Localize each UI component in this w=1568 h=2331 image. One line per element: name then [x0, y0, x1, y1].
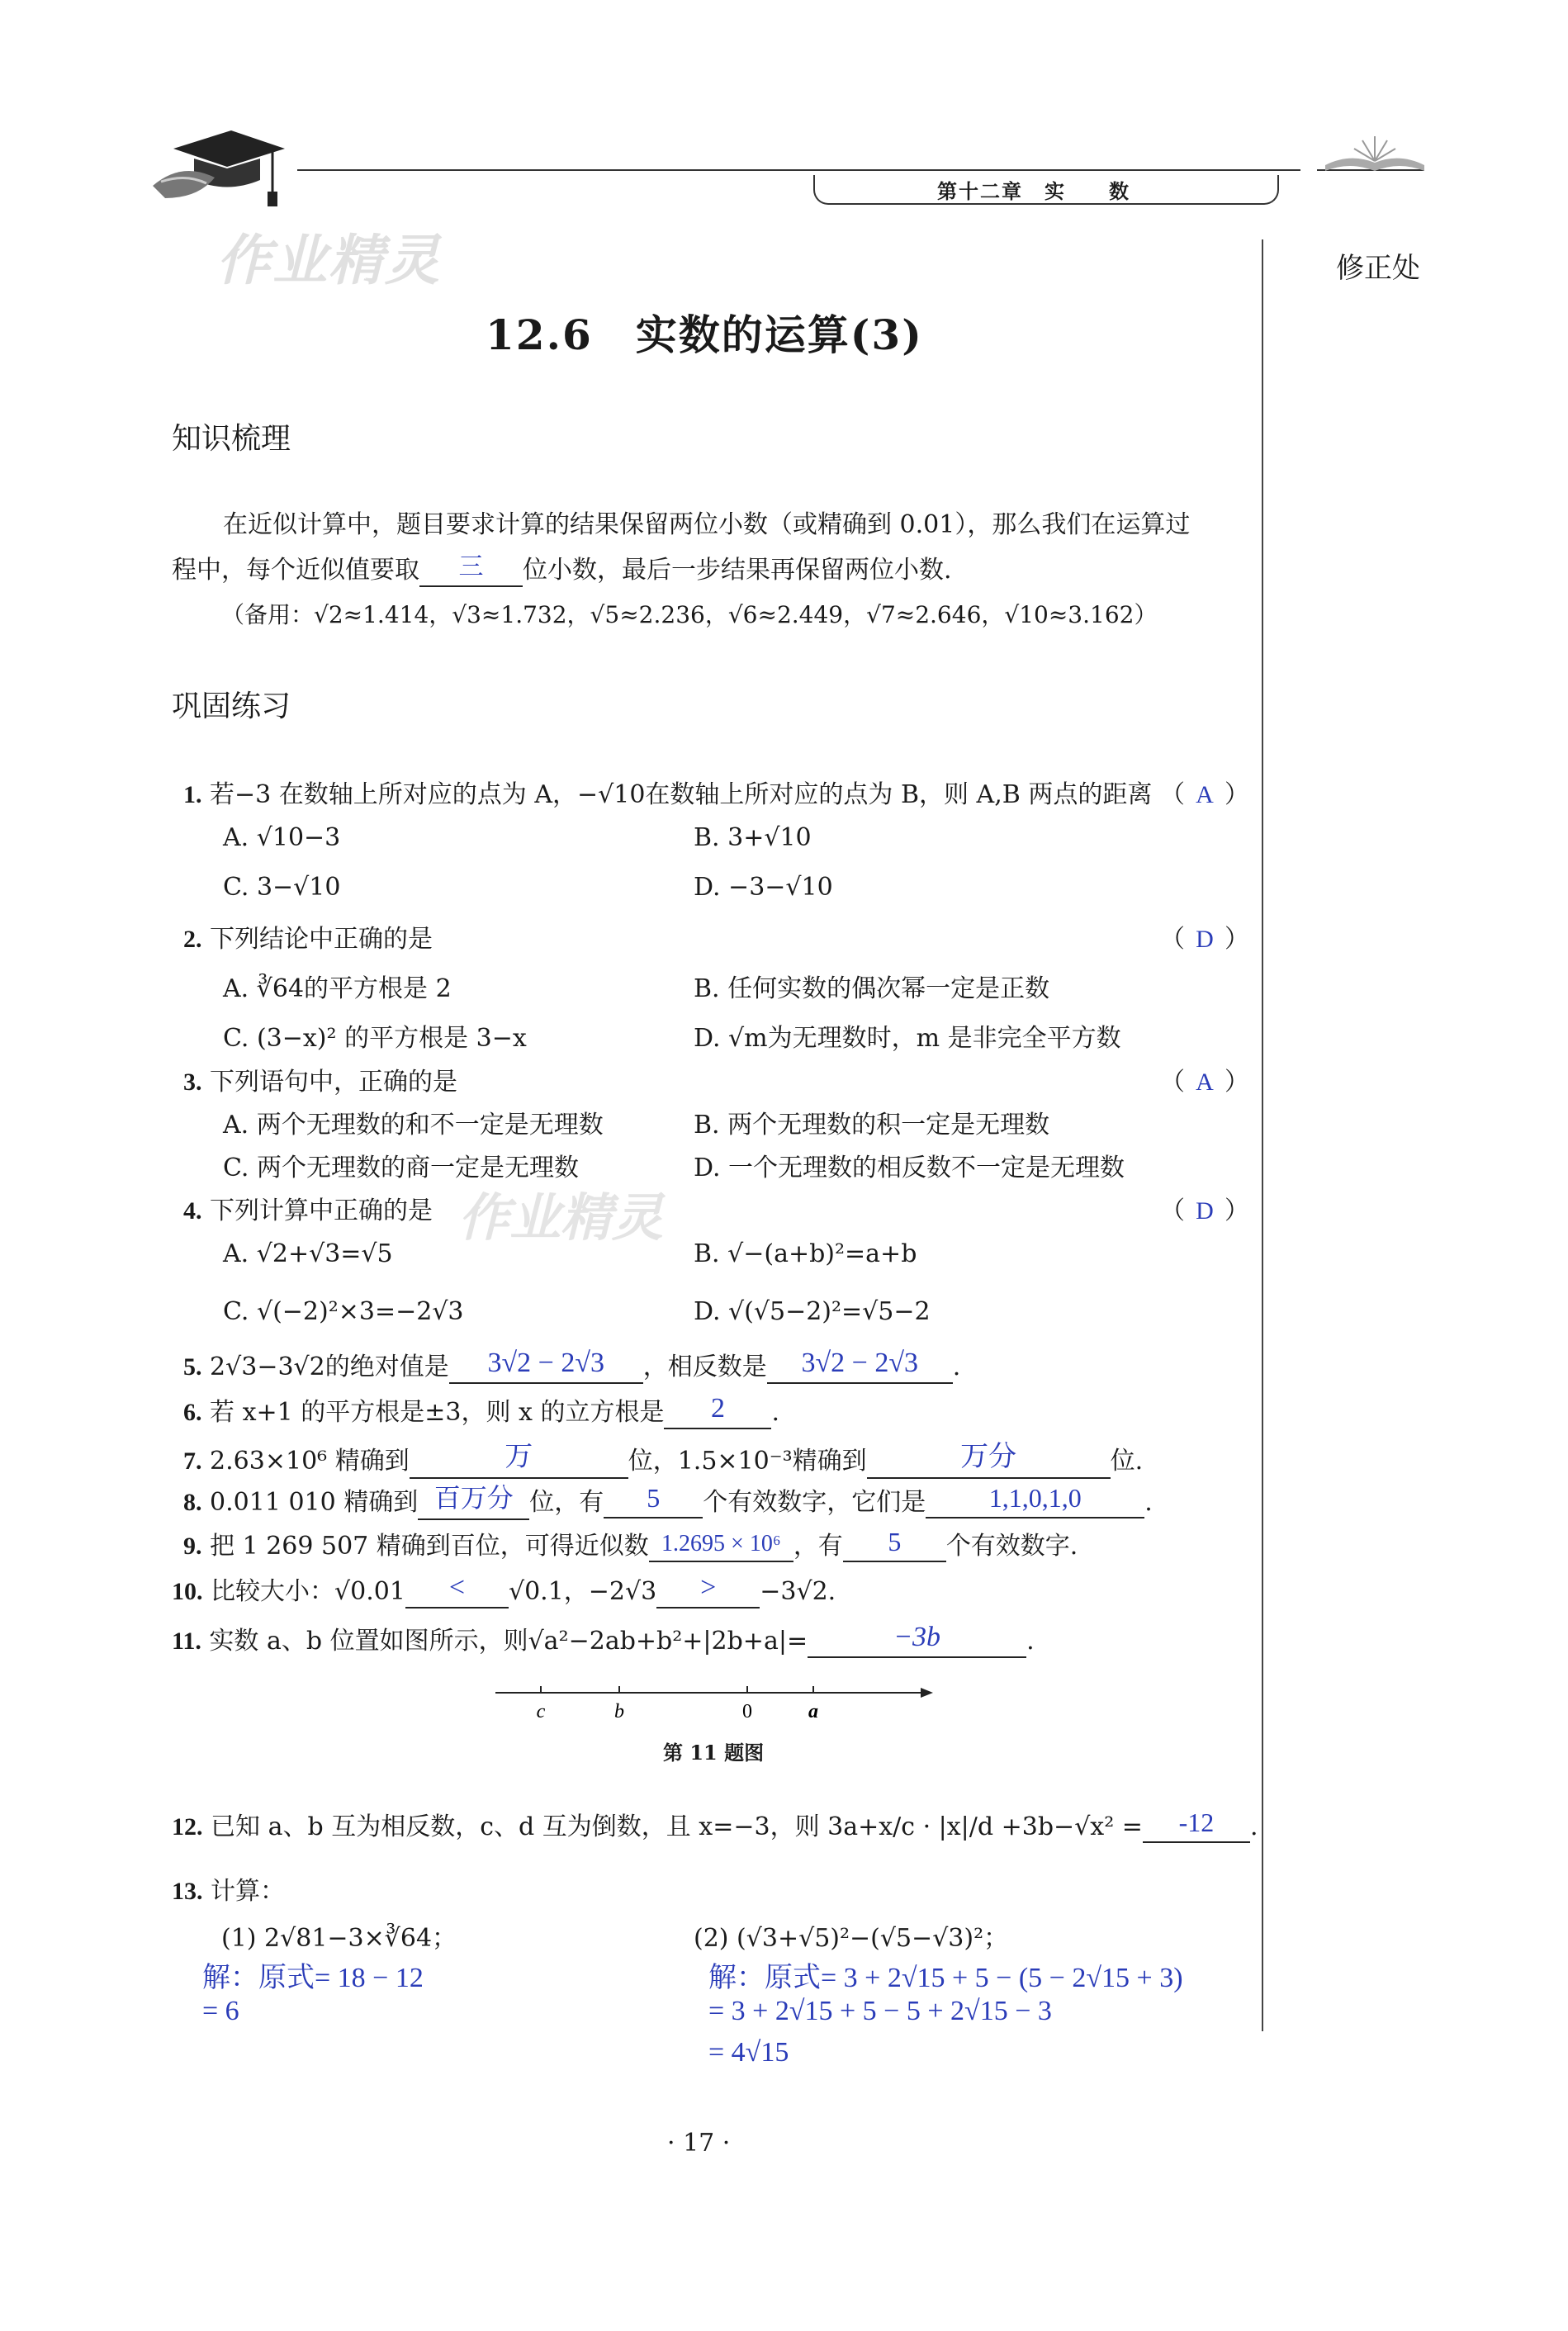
header-rule [297, 169, 1300, 171]
q7-text-b: 位，1.5×10⁻³精确到 [628, 1447, 867, 1476]
knowledge-para-1: 在近似计算中，题目要求计算的结果保留两位小数（或精确到 0.01），那么我们在运算过 [223, 510, 1191, 539]
q9-text-a: 把 1 269 507 精确到百位，可得近似数 [210, 1532, 649, 1561]
page-number: · 17 · [667, 2129, 731, 2158]
q13-part-1: (1) 2√81−3×∛64； [221, 1924, 457, 1953]
q10-text-a: 比较大小：√0.01 [211, 1577, 405, 1606]
watermark-logo: 作业精灵 [216, 229, 441, 292]
q7-blank-1 [410, 1437, 628, 1479]
q11-blank [808, 1622, 1026, 1658]
q8-answer-2: 5 [647, 1483, 661, 1513]
q13-p2-solution-2: = 3 + 2√15 + 5 − 5 + 2√15 − 3 [708, 1996, 1052, 2026]
answer-decimal-places: 三 [458, 553, 484, 580]
q5-blank-2 [767, 1348, 953, 1384]
q1-answer: A [1196, 781, 1214, 808]
question-7 [183, 1437, 1143, 1479]
q2-option-d: D. √m为无理数时，m 是非完全平方数 [694, 1024, 1121, 1053]
knowledge-para-2b: 位小数，最后一步结果再保留两位小数. [523, 556, 952, 585]
q13-p2-solution-1: 解：原式= 3 + 2√15 + 5 − (5 − 2√15 + 3) [708, 1963, 1183, 1993]
question-2 [183, 918, 433, 955]
q13-p2-solution-3: = 4√15 [708, 2037, 789, 2068]
q9-answer-1: 1.2695 × 10⁶ [661, 1531, 781, 1556]
q9-number: 9. [183, 1533, 202, 1560]
q11-text-b: . [1026, 1627, 1035, 1656]
q5-answer-1: 3√2 − 2√3 [487, 1348, 605, 1378]
knowledge-para-3: （备用：√2≈1.414，√3≈1.732，√5≈2.236，√6≈2.449，√7≈2.646，√10≈3.162） [221, 601, 1158, 628]
q1-option-d: D. −3−√10 [694, 873, 833, 902]
q3-option-c: C. 两个无理数的商一定是无理数 [223, 1154, 579, 1182]
q3-answer-bracket: （ A ） [1160, 1068, 1249, 1097]
q3-option-d: D. 一个无理数的相反数不一定是无理数 [694, 1154, 1125, 1182]
knowledge-para-2 [172, 549, 952, 587]
q13-p1-solution-2: = 6 [202, 1996, 239, 2026]
correction-label: 修正处 [1336, 252, 1420, 285]
q8-text-b: 位，有 [529, 1488, 604, 1517]
q8-text-a: 0.011 010 精确到 [210, 1488, 419, 1517]
q4-option-b: B. √−(a+b)²=a+b [694, 1239, 917, 1268]
q6-text-b: . [771, 1398, 780, 1427]
knowledge-para-2a: 程中，每个近似值要取 [172, 556, 419, 585]
blank-decimal-places [419, 549, 523, 587]
q8-text-c: 个有效数字，它们是 [703, 1488, 926, 1517]
q4-option-a: A. √2+√3=√5 [223, 1239, 393, 1268]
q2-text: 下列结论中正确的是 [210, 925, 433, 954]
q10-blank-2 [656, 1572, 760, 1608]
q1-number: 1. [183, 781, 202, 808]
q11-answer: −3b [893, 1622, 941, 1652]
q4-answer-bracket: （ D ） [1160, 1196, 1249, 1225]
q10-blank-1 [405, 1572, 509, 1608]
q13-text: 计算： [211, 1877, 286, 1906]
q10-number: 10. [172, 1578, 203, 1605]
q1-answer-bracket: （ A ） [1160, 780, 1249, 809]
q12-text-b: . [1249, 1812, 1258, 1841]
q11-number: 11. [172, 1627, 201, 1655]
q6-text-a: 若 x+1 的平方根是±3，则 x 的立方根是 [210, 1398, 665, 1427]
q4-option-c: C. √(−2)²×3=−2√3 [223, 1297, 464, 1326]
q10-text-b: √0.1，−2√3 [508, 1577, 657, 1606]
figure-caption: 第 11 题图 [663, 1741, 765, 1765]
q8-number: 8. [183, 1489, 202, 1516]
q4-watermark: 作业精灵 [458, 1187, 664, 1248]
question-1 [183, 774, 1152, 810]
q8-answer-3: 1,1,0,1,0 [988, 1483, 1082, 1513]
margin-rule [1262, 239, 1263, 2031]
q5-answer-2: 3√2 − 2√3 [801, 1348, 919, 1378]
q10-text-c: −3√2. [760, 1577, 836, 1606]
q7-text-a: 2.63×10⁶ 精确到 [210, 1447, 410, 1476]
q13-part-2: (2) (√3+√5)²−(√5−√3)²； [694, 1924, 1009, 1953]
q8-blank-3 [926, 1483, 1144, 1518]
chapter-title: 第十二章 实 数 [937, 180, 1130, 203]
question-11 [172, 1620, 1035, 1658]
q11-text-a: 实数 a、b 位置如图所示，则√a²−2ab+b²+|2b+a|= [209, 1627, 808, 1656]
q6-answer: 2 [710, 1393, 725, 1424]
q3-answer: A [1196, 1068, 1214, 1096]
q4-number: 4. [183, 1197, 202, 1225]
q7-text-c: 位. [1110, 1447, 1144, 1476]
q9-blank-1 [649, 1532, 793, 1562]
graduation-cap-icon [149, 116, 289, 215]
q7-number: 7. [183, 1447, 202, 1475]
q3-option-b: B. 两个无理数的积一定是无理数 [694, 1111, 1050, 1139]
q2-answer: D [1196, 926, 1214, 953]
q12-text-a: 已知 a、b 互为相反数，c、d 互为倒数，且 x=−3，则 3a+x/c · |x|/d +3b−√x² = [211, 1812, 1143, 1841]
q9-text-b: ，有 [793, 1532, 843, 1561]
q8-blank-2 [604, 1483, 703, 1518]
question-10 [172, 1571, 836, 1608]
question-9 [183, 1525, 1078, 1562]
q12-answer: -12 [1178, 1807, 1215, 1837]
q4-text: 下列计算中正确的是 [210, 1196, 433, 1225]
page-title: 12.6 实数的运算(3) [486, 310, 923, 359]
q13-p1-solution-1: 解：原式= 18 − 12 [202, 1963, 424, 1993]
q4-option-d: D. √(√5−2)²=√5−2 [694, 1297, 931, 1326]
q9-answer-2: 5 [888, 1527, 902, 1556]
q10-answer-1: < [448, 1572, 466, 1603]
q5-text-a: 2√3−3√2的绝对值是 [210, 1353, 449, 1381]
question-8 [183, 1481, 1153, 1520]
question-4 [183, 1190, 433, 1226]
q7-blank-2 [867, 1437, 1111, 1479]
section-heading-practice: 巩固练习 [172, 689, 291, 723]
q5-text-c: . [952, 1353, 961, 1381]
q3-text: 下列语句中，正确的是 [210, 1068, 458, 1097]
q2-option-a: A. ∛64的平方根是 2 [223, 974, 452, 1003]
q10-answer-2: > [700, 1572, 717, 1603]
q9-text-c: 个有效数字. [945, 1532, 1078, 1561]
q13-number: 13. [172, 1878, 203, 1905]
q3-number: 3. [183, 1068, 202, 1096]
q5-number: 5. [183, 1353, 202, 1381]
q8-answer-1: 百万分 [433, 1483, 514, 1513]
question-12 [172, 1806, 1258, 1843]
q1-option-a: A. √10−3 [223, 823, 341, 852]
q6-blank [664, 1393, 771, 1429]
axis-label-b: b [614, 1701, 624, 1722]
axis-label-0: 0 [742, 1701, 752, 1722]
q1-text: 若−3 在数轴上所对应的点为 A，−√10在数轴上所对应的点为 B，则 A,B 两点的距离 [210, 780, 1153, 809]
q7-answer-1: 万 [505, 1442, 533, 1472]
question-13 [172, 1870, 285, 1907]
q2-option-b: B. 任何实数的偶次幂一定是正数 [694, 974, 1050, 1003]
q1-option-b: B. 3+√10 [694, 823, 812, 852]
axis-label-a: a [808, 1701, 818, 1722]
q12-number: 12. [172, 1813, 203, 1841]
q9-blank-2 [843, 1527, 946, 1562]
open-book-icon [1321, 128, 1428, 178]
q5-text-b: ，相反数是 [642, 1353, 767, 1381]
q3-option-a: A. 两个无理数的和不一定是无理数 [223, 1111, 604, 1139]
axis-label-c: c [536, 1701, 546, 1722]
q2-answer-bracket: （ D ） [1160, 925, 1249, 954]
q2-number: 2. [183, 926, 202, 953]
section-heading-knowledge: 知识梳理 [172, 422, 291, 456]
q8-text-d: . [1144, 1488, 1153, 1517]
question-5 [183, 1346, 960, 1384]
q12-blank [1143, 1807, 1250, 1843]
q4-answer: D [1196, 1197, 1214, 1225]
q6-number: 6. [183, 1399, 202, 1426]
question-3 [183, 1061, 457, 1097]
q8-blank-1 [418, 1481, 529, 1520]
q7-answer-2: 万分 [960, 1442, 1017, 1472]
q5-blank-1 [449, 1348, 643, 1384]
number-line-figure [491, 1676, 937, 1726]
q2-option-c: C. (3−x)² 的平方根是 3−x [223, 1024, 527, 1053]
q1-option-c: C. 3−√10 [223, 873, 341, 902]
question-6 [183, 1391, 779, 1429]
